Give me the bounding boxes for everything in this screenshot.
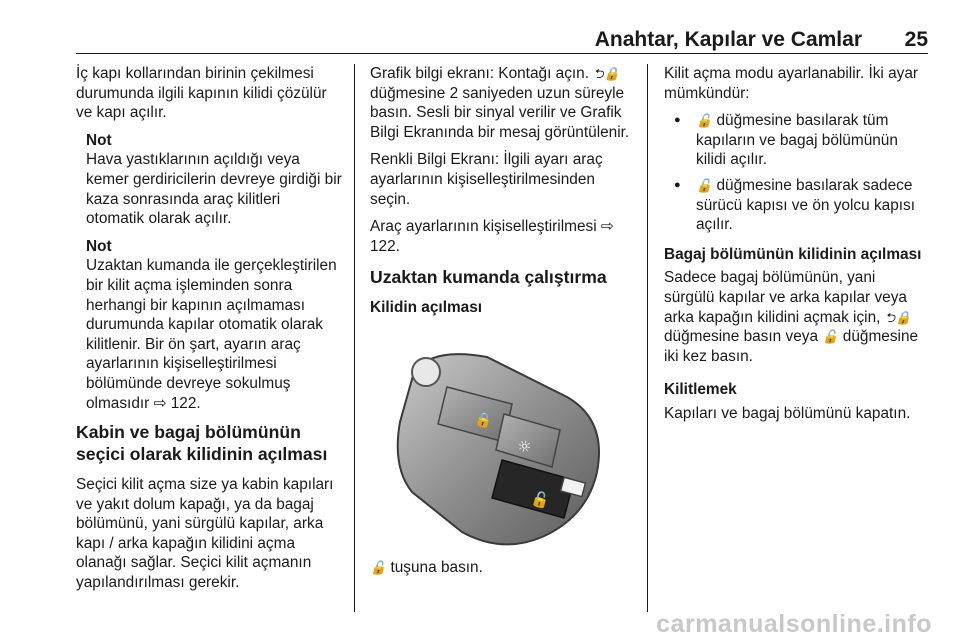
note-title: Not — [86, 131, 112, 149]
column-middle — [370, 64, 634, 322]
text-run: Grafik bilgi ekranı: Kontağı açın. — [370, 65, 590, 82]
body-paragraph: Araç ayarlarının kişiselleştirilmesi ⇨ 122. — [370, 218, 614, 255]
intro-paragraph: İç kapı kollarından birinin çekilmesi durumunda ilgili kapının kilidi çözülür ve kapı açılır. — [76, 65, 327, 122]
body-paragraph — [370, 64, 634, 142]
unlock-icon: 🔓 — [528, 488, 552, 511]
note-body: Uzaktan kumanda ile gerçekleştirilen bir kilit açma işleminden sonra herhangi bir kapının açılmaması durumunda kapılar otomatik olarak kilitlenir. Bir ön şart, ayarın araç ayarlarının kişiselleştirilmesi bölümünde devreye sokulmuş olmasıdır ⇨ 122. — [86, 257, 337, 412]
text-run: Sadece bagaj bölümünün, yani sürgülü kapılar ve arka kapılar veya arka kapağın kilidini açmak için, — [664, 269, 907, 326]
list-item-text: düğmesine basılarak sadece sürücü kapısı ve ön yolcu kapısı açılır. — [696, 176, 916, 234]
sub-heading: Kilitlemek — [664, 381, 737, 399]
body-paragraph: Seçici kilit açma size ya kabin kapıları ve yakıt dolum kapağı, ya da bagaj bölümünü, yani sürgülü kapılar, arka kapı / arka kapağın kilidini açma olanağı sağlar. Seçici kilit açmanın yapılandırılması gerekir. — [76, 476, 334, 592]
text-run: düğmesine iki kez basın. — [664, 328, 919, 365]
header-title: Anahtar, Kapılar ve Camlar — [594, 28, 862, 51]
trunk-lock-icon: ⮌🔒 — [593, 66, 620, 81]
column-left — [76, 64, 342, 601]
intro-paragraph: Kilit açma modu ayarlanabilir. İki ayar mümkündür: — [664, 65, 919, 102]
list-item — [664, 111, 930, 170]
note-body: Hava yastıklarının açıldığı veya kemer gerdiricilerin devreye girdiği bir kaza sonrasında araç kilitleri otomatik olarak açılır. — [86, 151, 342, 228]
sub-heading: Kilidin açılması — [370, 299, 483, 317]
text-run: düğmesine basın veya — [664, 328, 819, 346]
unlock-icon: 🔓 — [822, 329, 839, 345]
figure-caption — [370, 558, 634, 578]
body-paragraph — [664, 268, 930, 366]
note-box — [86, 131, 342, 229]
header-rule — [76, 53, 928, 54]
unlock-icon: 🔓 — [696, 177, 713, 193]
watermark: carmanualsonline.info — [656, 610, 932, 638]
column-right — [664, 64, 930, 432]
body-paragraph: Kapıları ve bagaj bölümünü kapatın. — [664, 404, 911, 422]
body-paragraph: Renkli Bilgi Ekranı: İlgili ayarı araç ayarlarının kişiselleştirilmesinden seçin. — [370, 151, 603, 208]
section-heading: Uzaktan kumanda çalıştırma — [370, 267, 607, 288]
trunk-lock-icon: ⮌🔒 — [884, 309, 912, 325]
note-box — [86, 237, 342, 413]
caption-text: tuşuna basın. — [390, 559, 483, 576]
bullet-list — [664, 111, 930, 235]
key-ring-hole — [412, 358, 440, 386]
lock-icon: 🔒 — [472, 410, 494, 431]
page-header — [76, 28, 928, 52]
sub-heading: Bagaj bölümünün kilidinin açılması — [664, 245, 922, 263]
section-heading: Kabin ve bagaj bölümünün seçici olarak kilidinin açılması — [76, 422, 328, 465]
remote-key-illustration — [392, 342, 612, 557]
unlock-icon: 🔓 — [370, 560, 387, 575]
list-item — [664, 176, 930, 235]
unlock-icon: 🔓 — [696, 113, 713, 129]
text-run: düğmesine 2 saniyeden uzun süreyle basın. Sesli bir sinyal verilir ve Grafik Bilgi Ekranında bir mesaj görüntülenir. — [370, 84, 630, 141]
column-divider — [647, 64, 648, 612]
light-icon: ☼ — [514, 435, 534, 458]
page-number: 25 — [904, 28, 928, 51]
column-divider — [354, 64, 355, 612]
list-item-text: düğmesine basılarak tüm kapıların ve bagaj bölümünün kilidi açılır. — [696, 112, 898, 169]
note-title: Not — [86, 237, 112, 255]
